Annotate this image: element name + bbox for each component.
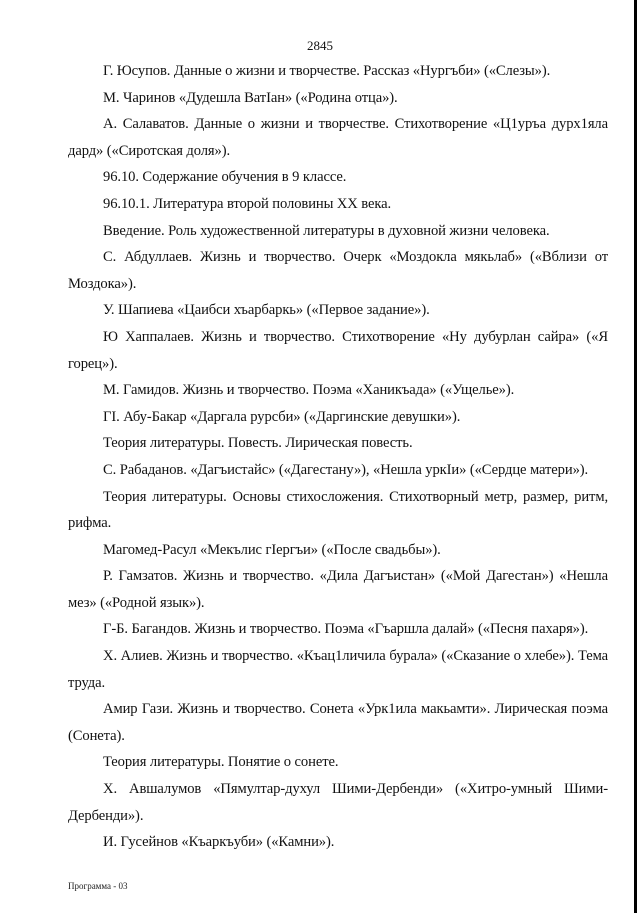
page-edge-line xyxy=(634,0,637,913)
paragraph: С. Абдуллаев. Жизнь и творчество. Очерк «Моздокла мякьлаб» («Вблизи от Моздока»). xyxy=(68,249,608,292)
page-footer: Программа - 03 xyxy=(68,881,128,891)
document-body xyxy=(68,58,608,856)
paragraph: Амир Гази. Жизнь и творчество. Сонета «Урк1ила макьамти». Лирическая поэма (Сонета). xyxy=(68,701,608,744)
paragraph: Г-Б. Багандов. Жизнь и творчество. Поэма «Гъаршла далай» («Песня пахаря»). xyxy=(103,621,589,638)
paragraph: М. Гамидов. Жизнь и творчество. Поэма «Ханикъада» («Ущелье»). xyxy=(103,382,515,399)
paragraph: Теория литературы. Основы стихосложения. Стихотворный метр, размер, ритм, рифма. xyxy=(68,488,608,532)
subsection-heading: 96.10.1. Литература второй половины XX века. xyxy=(103,195,392,212)
section-heading: 96.10. Содержание обучения в 9 классе. xyxy=(103,169,347,186)
paragraph: Р. Гамзатов. Жизнь и творчество. «Дила Дагъистан» («Мой Дагестан») «Нешла мез» («Родной язык»). xyxy=(68,568,608,611)
paragraph: Х. Алиев. Жизнь и творчество. «Къац1личила бурала» («Сказание о хлебе»). Тема труда. xyxy=(68,648,608,691)
paragraph: ГI. Абу-Бакар «Даргала рурсби» («Даргинские девушки»). xyxy=(103,408,461,425)
paragraph: Теория литературы. Повесть. Лирическая повесть. xyxy=(103,435,413,452)
paragraph: Магомед-Расул «Мекълис гIергъи» («После свадьбы»). xyxy=(103,541,441,558)
paragraph: С. Рабаданов. «Дагъистайс» («Дагестану»), «Нешла уркIи» («Сердце матери»). xyxy=(103,461,589,478)
paragraph: Ю Хаппалаев. Жизнь и творчество. Стихотворение «Ну дубурлан сайра» («Я горец»). xyxy=(68,328,608,372)
paragraph: И. Гусейнов «Къаркъуби» («Камни»). xyxy=(103,834,335,851)
paragraph: У. Шапиева «Цаибси хъарбаркь» («Первое задание»). xyxy=(103,302,430,319)
paragraph: Введение. Роль художественной литературы в духовной жизни человека. xyxy=(103,222,550,239)
page-number: 2845 xyxy=(307,38,333,53)
paragraph: М. Чаринов «Дудешла ВатIан» («Родина отца»). xyxy=(103,89,398,106)
paragraph: Теория литературы. Понятие о сонете. xyxy=(103,754,339,771)
paragraph: А. Салаватов. Данные о жизни и творчестве. Стихотворение «Ц1уръа дурх1яла дард» («Сиротская доля»). xyxy=(68,116,608,159)
paragraph: Г. Юсупов. Данные о жизни и творчестве. Рассказ «Нургъби» («Слезы»). xyxy=(103,63,551,79)
paragraph: Х. Авшалумов «Пямултар-духул Шими-Дербенди» («Хитро-умный Шими-Дербенди»). xyxy=(68,781,608,824)
